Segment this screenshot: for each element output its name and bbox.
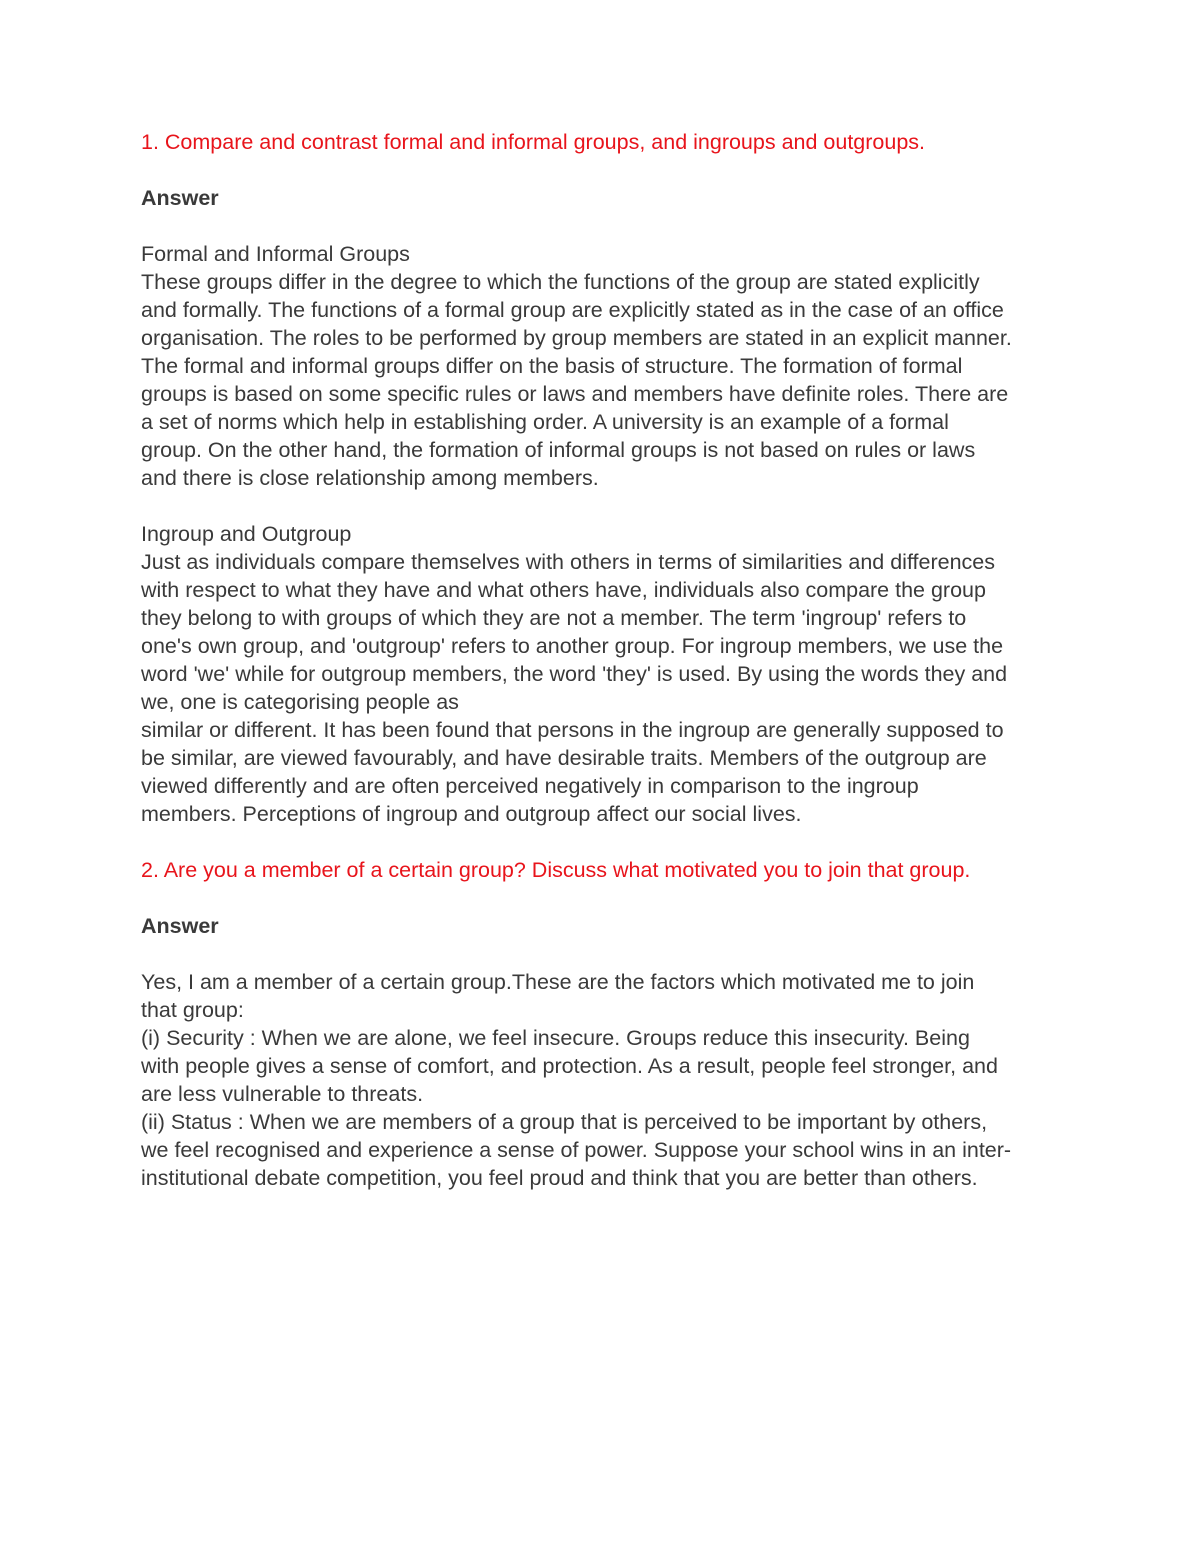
question-2: 2. Are you a member of a certain group? Discuss what motivated you to join that group. bbox=[141, 858, 971, 882]
text-line: we, one is categorising people as bbox=[141, 690, 459, 714]
answer-2-label: Answer bbox=[141, 914, 219, 938]
text-line: with people gives a sense of comfort, and protection. As a result, people feel stronger, and bbox=[141, 1054, 998, 1078]
answer-1-label: Answer bbox=[141, 186, 219, 210]
document-page bbox=[141, 128, 1071, 1192]
paragraph-motivation bbox=[141, 968, 1071, 1192]
text-line: are less vulnerable to threats. bbox=[141, 1082, 424, 1106]
text-line: Yes, I am a member of a certain group.These are the factors which motivated me to join bbox=[141, 970, 975, 994]
text-line: members. Perceptions of ingroup and outgroup affect our social lives. bbox=[141, 802, 802, 826]
text-line: one's own group, and 'outgroup' refers to another group. For ingroup members, we use the bbox=[141, 634, 1004, 658]
text-line: that group: bbox=[141, 998, 244, 1022]
text-line: Just as individuals compare themselves with others in terms of similarities and differences bbox=[141, 550, 995, 574]
section-heading-ingroup-outgroup: Ingroup and Outgroup bbox=[141, 522, 352, 546]
text-line: and formally. The functions of a formal group are explicitly stated as in the case of an office bbox=[141, 298, 1004, 322]
text-line: institutional debate competition, you feel proud and think that you are better than others. bbox=[141, 1166, 978, 1190]
text-line: group. On the other hand, the formation of informal groups is not based on rules or laws bbox=[141, 438, 976, 462]
text-line: groups is based on some specific rules or laws and members have definite roles. There are bbox=[141, 382, 1009, 406]
text-line: organisation. The roles to be performed by group members are stated in an explicit manner. bbox=[141, 326, 1012, 350]
section-heading-formal-informal: Formal and Informal Groups bbox=[141, 242, 410, 266]
text-line: (ii) Status : When we are members of a group that is perceived to be important by others, bbox=[141, 1110, 988, 1134]
question-1: 1. Compare and contrast formal and informal groups, and ingroups and outgroups. bbox=[141, 130, 926, 154]
text-line: viewed differently and are often perceived negatively in comparison to the ingroup bbox=[141, 774, 919, 798]
text-line: word 'we' while for outgroup members, the word 'they' is used. By using the words they and bbox=[141, 662, 1008, 686]
text-line: similar or different. It has been found that persons in the ingroup are generally supposed to bbox=[141, 718, 1004, 742]
text-line: a set of norms which help in establishing order. A university is an example of a formal bbox=[141, 410, 949, 434]
paragraph-ingroup-outgroup bbox=[141, 548, 1071, 828]
text-line: and there is close relationship among members. bbox=[141, 466, 599, 490]
text-line: be similar, are viewed favourably, and have desirable traits. Members of the outgroup are bbox=[141, 746, 987, 770]
text-line: These groups differ in the degree to which the functions of the group are stated explicitly bbox=[141, 270, 980, 294]
text-line: with respect to what they have and what others have, individuals also compare the group bbox=[141, 578, 986, 602]
text-line: The formal and informal groups differ on the basis of structure. The formation of formal bbox=[141, 354, 963, 378]
text-line: (i) Security : When we are alone, we feel insecure. Groups reduce this insecurity. Being bbox=[141, 1026, 970, 1050]
text-line: they belong to with groups of which they are not a member. The term 'ingroup' refers to bbox=[141, 606, 967, 630]
paragraph-formal-informal bbox=[141, 268, 1071, 492]
text-line: we feel recognised and experience a sense of power. Suppose your school wins in an inter- bbox=[141, 1138, 1012, 1162]
